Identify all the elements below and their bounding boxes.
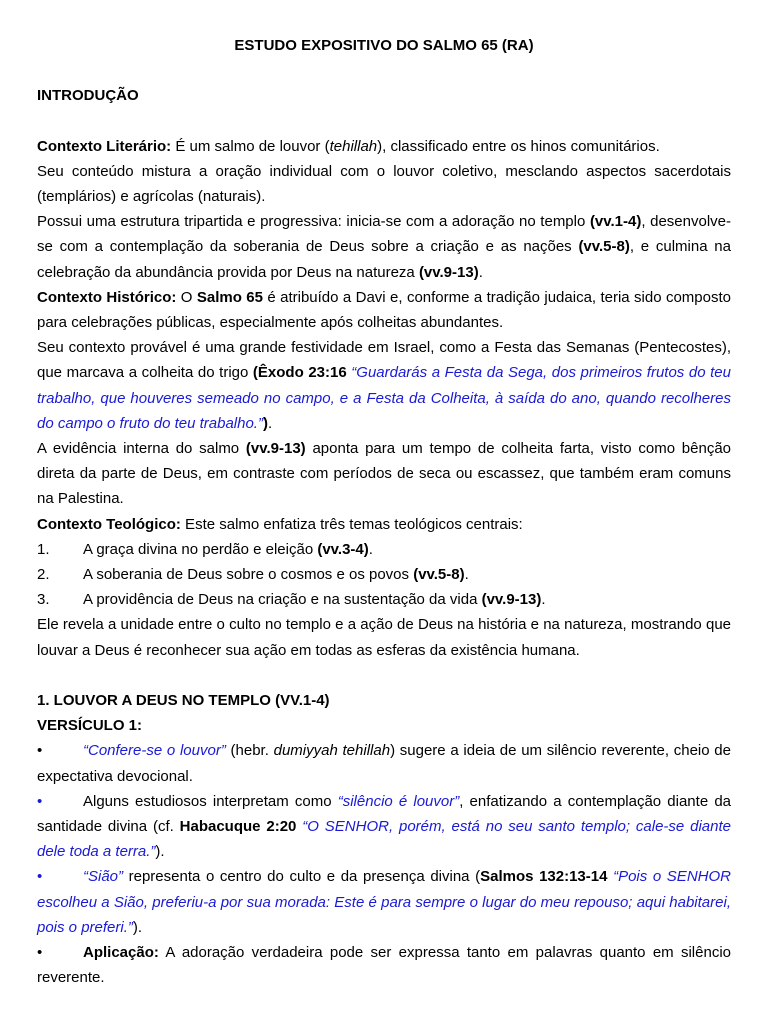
- intro-heading: INTRODUÇÃO: [37, 87, 139, 105]
- text: , enfatizando a contemplação diante da santidade divina (cf.: [37, 792, 731, 836]
- hebrew-term: dumiyyah tehillah: [273, 742, 391, 760]
- quote: “Sião”: [83, 868, 124, 886]
- quote: “Confere-se o louvor”: [83, 742, 226, 760]
- verse-ref: (vv.9-13): [481, 591, 542, 609]
- verse-ref: (vv.5-8): [578, 238, 630, 256]
- verse-ref: (vv.9-13): [245, 440, 306, 458]
- text: ), classificado entre os hinos comunitários.: [377, 137, 660, 155]
- bullet-item: [37, 864, 731, 940]
- text: É um salmo de louvor (: [171, 137, 330, 155]
- verse-ref: (vv.3-4): [317, 540, 369, 558]
- scripture-ref: (Êxodo 23:16: [252, 364, 347, 382]
- scripture-quote: “Pois o SENHOR escolheu a Sião, preferiu-a por sua morada: Este é para sempre o lugar do meu repouso; aqui habitarei, pois o preferi.”: [37, 868, 731, 936]
- verse-ref: (vv.1-4): [589, 213, 642, 231]
- paragraph-structure: [37, 209, 731, 285]
- scripture-quote: “O SENHOR, porém, está no seu santo templo; cale-se diante dele toda a terra.”: [37, 818, 731, 861]
- paragraph-literary-context: [37, 134, 731, 159]
- bullet-item: [37, 789, 731, 865]
- bullet-icon: •: [37, 742, 43, 760]
- label-historical: Contexto Histórico:: [37, 288, 177, 306]
- text: Este salmo enfatiza três temas teológicos centrais:: [180, 515, 523, 533]
- paragraph-internal-evidence: [37, 436, 731, 512]
- list-number: 2.: [37, 566, 50, 584]
- bullet-item: [37, 738, 731, 788]
- text: Seu contexto provável é uma grande festividade em Israel, como a Festa das Semanas (Pentecostes), que marcava a colheita do trigo: [37, 339, 731, 382]
- text: A providência de Deus na criação e na sustentação da vida: [83, 591, 482, 609]
- text: , desenvolve-se com a contemplação da soberania de Deus sobre a criação e as nações: [37, 213, 732, 256]
- paragraph-unity: Ele revela a unidade entre o culto no templo e a ação de Deus na história e na natureza, mostrando que louvar a Deus é reconhecer sua ação em todas as esferas da existência humana.: [37, 616, 731, 659]
- bullet-icon: •: [37, 792, 43, 810]
- list-number: 1.: [37, 540, 50, 558]
- verse-ref: (vv.9-13): [418, 263, 479, 281]
- list-item: [37, 537, 731, 562]
- scripture-ref: Habacuque 2:20: [179, 818, 297, 836]
- text: A evidência interna do salmo: [37, 440, 246, 458]
- list-item: [37, 587, 731, 612]
- verse-heading: VERSÍCULO 1:: [37, 717, 143, 735]
- text: , e culmina na celebração da abundância provida por Deus na natureza: [37, 238, 731, 281]
- document-title: ESTUDO EXPOSITIVO DO SALMO 65 (RA): [234, 37, 534, 54]
- text: .: [368, 540, 373, 558]
- text: A adoração verdadeira pode ser expressa tanto em palavras quanto em silêncio reverente.: [37, 944, 731, 987]
- text: O: [176, 288, 197, 306]
- text: .: [541, 591, 546, 609]
- text: (hebr.: [225, 742, 274, 760]
- hebrew-term: tehillah: [329, 137, 378, 155]
- spacer: [37, 58, 731, 83]
- spacer: [37, 108, 731, 133]
- text: Alguns estudiosos interpretam como: [83, 792, 338, 810]
- text: Possui uma estrutura tripartida e progressiva: inicia-se com a adoração no templo: [37, 213, 590, 231]
- list-item: [37, 562, 731, 587]
- bullet-item: [37, 940, 731, 990]
- verse-ref: (vv.5-8): [413, 566, 465, 584]
- spacer: [37, 663, 731, 688]
- text: aponta para um tempo de colheita farta, visto como bênção direta da parte de Deus, em contraste com períodos de seca ou escassez, que também eram comuns na Palestina.: [37, 440, 732, 508]
- text: ).: [155, 843, 165, 861]
- list-number: 3.: [37, 591, 50, 609]
- text: .: [464, 566, 469, 584]
- label-application: Aplicação:: [83, 944, 159, 962]
- paragraph-historical-context: [37, 285, 731, 335]
- text: é atribuído a Davi e, conforme a tradição judaica, teria sido composto para celebrações públicas, especialmente após colheitas abundantes.: [37, 288, 731, 331]
- text: A graça divina no perdão e eleição: [83, 540, 318, 558]
- text: ).: [132, 918, 143, 936]
- text: .: [267, 414, 273, 432]
- paragraph-content-mix: Seu conteúdo mistura a oração individual com o louvor coletivo, mesclando aspectos sacerdotais (templários) e agrícolas (naturais).: [37, 162, 731, 205]
- label-theological: Contexto Teológico:: [37, 515, 181, 533]
- scripture-quote: “Guardarás a Festa da Sega, dos primeiros frutos do teu trabalho, que houveres semeado no campo, e a Festa da Colheita, à saída do ano, quando recolheres do campo o fruto do teu trabalho.”: [37, 364, 731, 432]
- text: ) sugere a ideia de um silêncio reverente, cheio de expectativa devocional.: [37, 742, 731, 785]
- paren: ): [262, 414, 268, 432]
- bullet-icon: •: [37, 944, 43, 962]
- text: representa o centro do culto e da presença divina (: [123, 868, 481, 886]
- text: A soberania de Deus sobre o cosmos e os povos: [83, 566, 414, 584]
- psalm-ref: Salmo 65: [196, 288, 263, 306]
- scripture-ref: Salmos 132:13-14: [480, 868, 608, 886]
- quote: “silêncio é louvor”: [337, 792, 460, 810]
- paragraph-theological-context: [37, 512, 731, 537]
- section-1-heading: 1. LOUVOR A DEUS NO TEMPLO (VV.1-4): [37, 692, 330, 710]
- label-literary: Contexto Literário:: [37, 137, 172, 155]
- text: .: [478, 263, 483, 281]
- bullet-icon: •: [37, 868, 43, 886]
- paragraph-festival: [37, 335, 731, 436]
